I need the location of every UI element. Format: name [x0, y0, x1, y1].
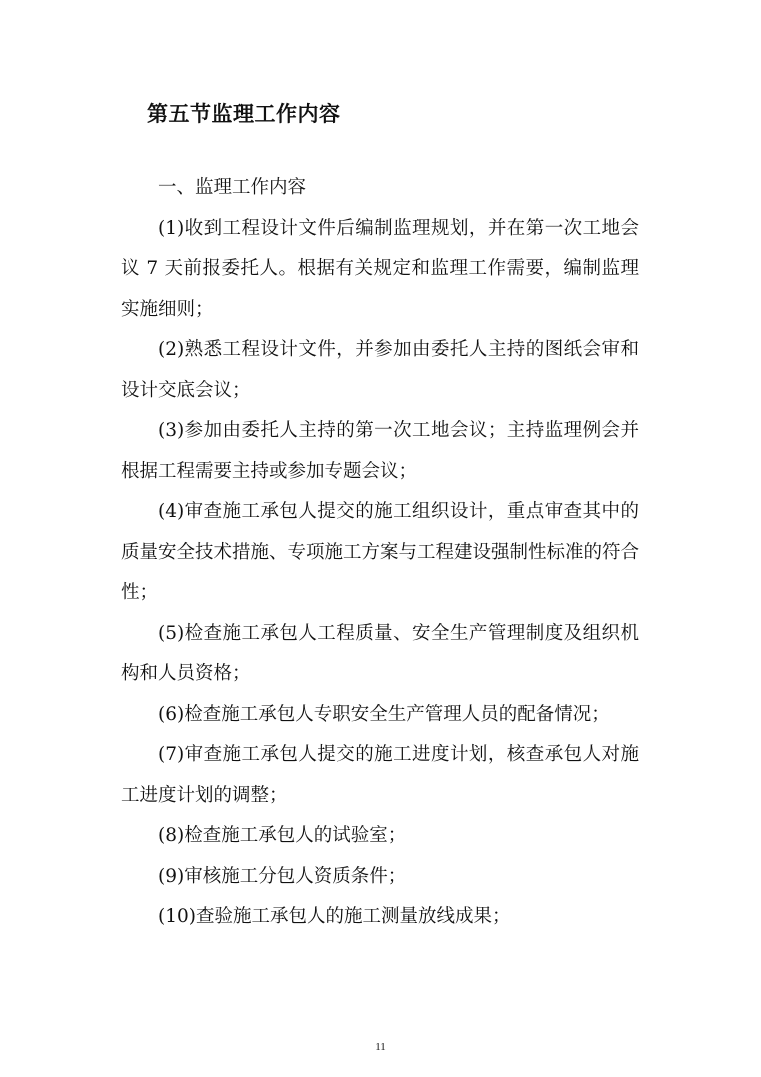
list-item-2: (2)熟悉工程设计文件，并参加由委托人主持的图纸会审和设计交底会议； — [121, 339, 639, 401]
list-item-5: (5)检查施工承包人工程质量、安全生产管理制度及组织机构和人员资格； — [121, 622, 639, 684]
list-item-7: (7)审查施工承包人提交的施工进度计划，核查承包人对施工进度计划的调整； — [121, 744, 639, 806]
document-body — [121, 168, 639, 938]
subheading: 一、监理工作内容 — [158, 177, 307, 198]
list-item-3: (3)参加由委托人主持的第一次工地会议；主持监理例会并根据工程需要主持或参加专题会议； — [121, 420, 639, 482]
list-item-10: (10)查验施工承包人的施工测量放线成果； — [158, 906, 511, 927]
list-item-6: (6)检查施工承包人专职安全生产管理人员的配备情况； — [158, 703, 610, 725]
list-item-8: (8)检查施工承包人的试验室； — [158, 825, 407, 846]
list-item-9: (9)审核施工分包人资质条件； — [158, 865, 407, 887]
page-number: 11 — [375, 1041, 386, 1053]
list-item-1: (1)收到工程设计文件后编制监理规划，并在第一次工地会议 7 天前报委托人。根据有关规定和监理工作需要，编制监理实施细则； — [121, 217, 639, 320]
list-item-4: (4)审查施工承包人提交的施工组织设计，重点审查其中的质量安全技术措施、专项施工方案与工程建设强制性标准的符合性； — [121, 501, 640, 603]
section-title: 第五节监理工作内容 — [147, 101, 341, 126]
